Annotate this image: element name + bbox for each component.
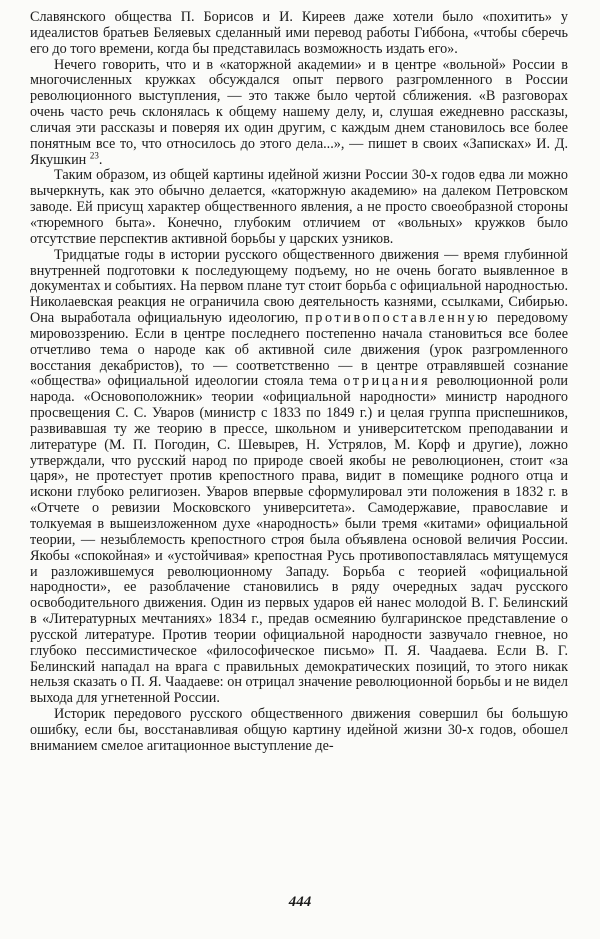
paragraph-continuation <box>30 10 568 58</box>
paragraph-text: революционной роли народа. «Основоположник» теории «официальной народности» министр народного просвещения С. С. Уваров (министр с 1833 по 1849 г.) и целая группа приспешников, развивавшая ту же теорию в прессе, школьном и университетском преподавании и литературе (М. П. Погодин, С. Шевырев, Н. Устрялов, М. Корф и другие), ложно утверждали, что русский народ по природе своей якобы не революционен, стоит «за царя», не протестует против крепостного права, видит в помещике родного отца и искони глубоко религиозен. Уваров впервые сформулировал эти положения в 1832 г. в «Отчете о ревизии Московского университета». Самодержавие, православие и толкуемая в вышеизложенном духе «народность» были тремя «китами» официальной теории, — незыблемость крепостного строя была объявлена основой величия России. Якобы «спокойная» и «устойчивая» крепостная Русь противопоставлялась мятущемуся и разложившемуся революционному Западу. Борьба с теорией «официальной народности», ее разоблачение становились в ряду очередных задач русского освободительного движения. Один из первых ударов ей нанес молодой В. Г. Белинский в «Литературных мечтаниях» 1834 г., предав осмеянию булгаринское представление о русской литературе. Против теории официальной народности зазвучало гневное, но глубоко пессимистическое «философическое письмо» П. Я. Чаадаева. Если В. Г. Белинский нападал на врага с правильных демократических позиций, то этого никак нельзя сказать о П. Я. Чаадаеве: он отрицал значение революционной борьбы и не видел выхода для угнетенной России. <box>30 373 569 707</box>
paragraph-obshchaya-kartina <box>30 168 568 247</box>
paragraph-text: Славянского общества П. Борисов и И. Киреев даже хотели было «похитить» у идеалистов братьев Беляевых сделанный ими перевод работы Гиббона, «чтобы сберечь его до того времени, когда бы представилась возможность издать его». <box>30 9 568 57</box>
paragraph-text: Таким образом, из общей картины идейной жизни России 30-х годов едва ли можно вычеркнуть, как это обычно делается, «каторжную академию» на далеком Петровском заводе. Ей присущ характер общественного явления, а не просто своеобразной стороны «тюремного быта». Конечно, глубоким отличием от «вольных» кружков было отсутствие перспектив активной борьбы у царских узников. <box>30 167 568 247</box>
paragraph-istorik <box>30 707 568 755</box>
page-body <box>30 10 568 755</box>
paragraph-text: Тридцатые годы в истории русского общественного движения — время глубинной внутренней подготовки к последующему подъему, но не очень богато выявленное в документах и событиях. На первом плане тут стоит борьба с официальной народностью. Николаевская реакция не ограничила свою деятельность казнями, ссылками, Сибирью. Она выработала официальную идеологию, <box>30 246 568 327</box>
page-number: 444 <box>288 894 312 910</box>
paragraph-text: Историк передового русского общественного движения совершил бы большую ошибку, если бы, восстанавливая общую картину идейной жизни 30-х годов, обошел вниманием смелое агитационное выступление де- <box>30 706 568 754</box>
paragraph-katorzhnaya-akademiya: Нечего говорить, что и в «каторжной академии» и в центре «вольной» России в многочисленных кружках обсуждался опыт первого разгромленного в России революционного выступления, — это также было чертой сближения. «В разговорах очень часто речь склонялась к общему нашему делу, и, слушая ежедневно рассказы, сличая эти рассказы и поверяя их один другим, с каждым днем становилось все более понятным все то, что относилось до этого дела...», — пишет в своих «Записках» И. Д. Якушкин $^{23}$. <box>30 56 568 168</box>
paragraph-text: Нечего говорить, что и в «каторжной академии» и в центре «вольной» России в многочисленных кружках обсуждался опыт первого разгромленного в России революционного выступления, — это также было чертой сближения. «В разговорах очень часто речь склонялась к общему нашему делу, и, слушая ежедневно рассказы, сличая эти рассказы и поверяя их один другим, с каждым днем становилось все более понятным все то, что относилось до этого дела...», — пишет в своих «Записках» И. Д. Якушкин <box>30 56 568 168</box>
paragraph-text: передовому мировоззрению. Если в центре последнего постепенно начала становиться все более отчетливо тема о народе как об активной силе движения (урок разгромленного восстания декабристов), то — соответственно — в центре отравлявшей сознание «общества» официальной идеологии стояла тема <box>30 310 569 390</box>
spaced-emphasis: отрицания <box>343 373 431 390</box>
paragraph-tridtsatye-gody <box>30 248 568 707</box>
spaced-emphasis: противопоставленную <box>305 310 491 327</box>
footnote-reference[interactable]: 23 <box>89 149 99 160</box>
